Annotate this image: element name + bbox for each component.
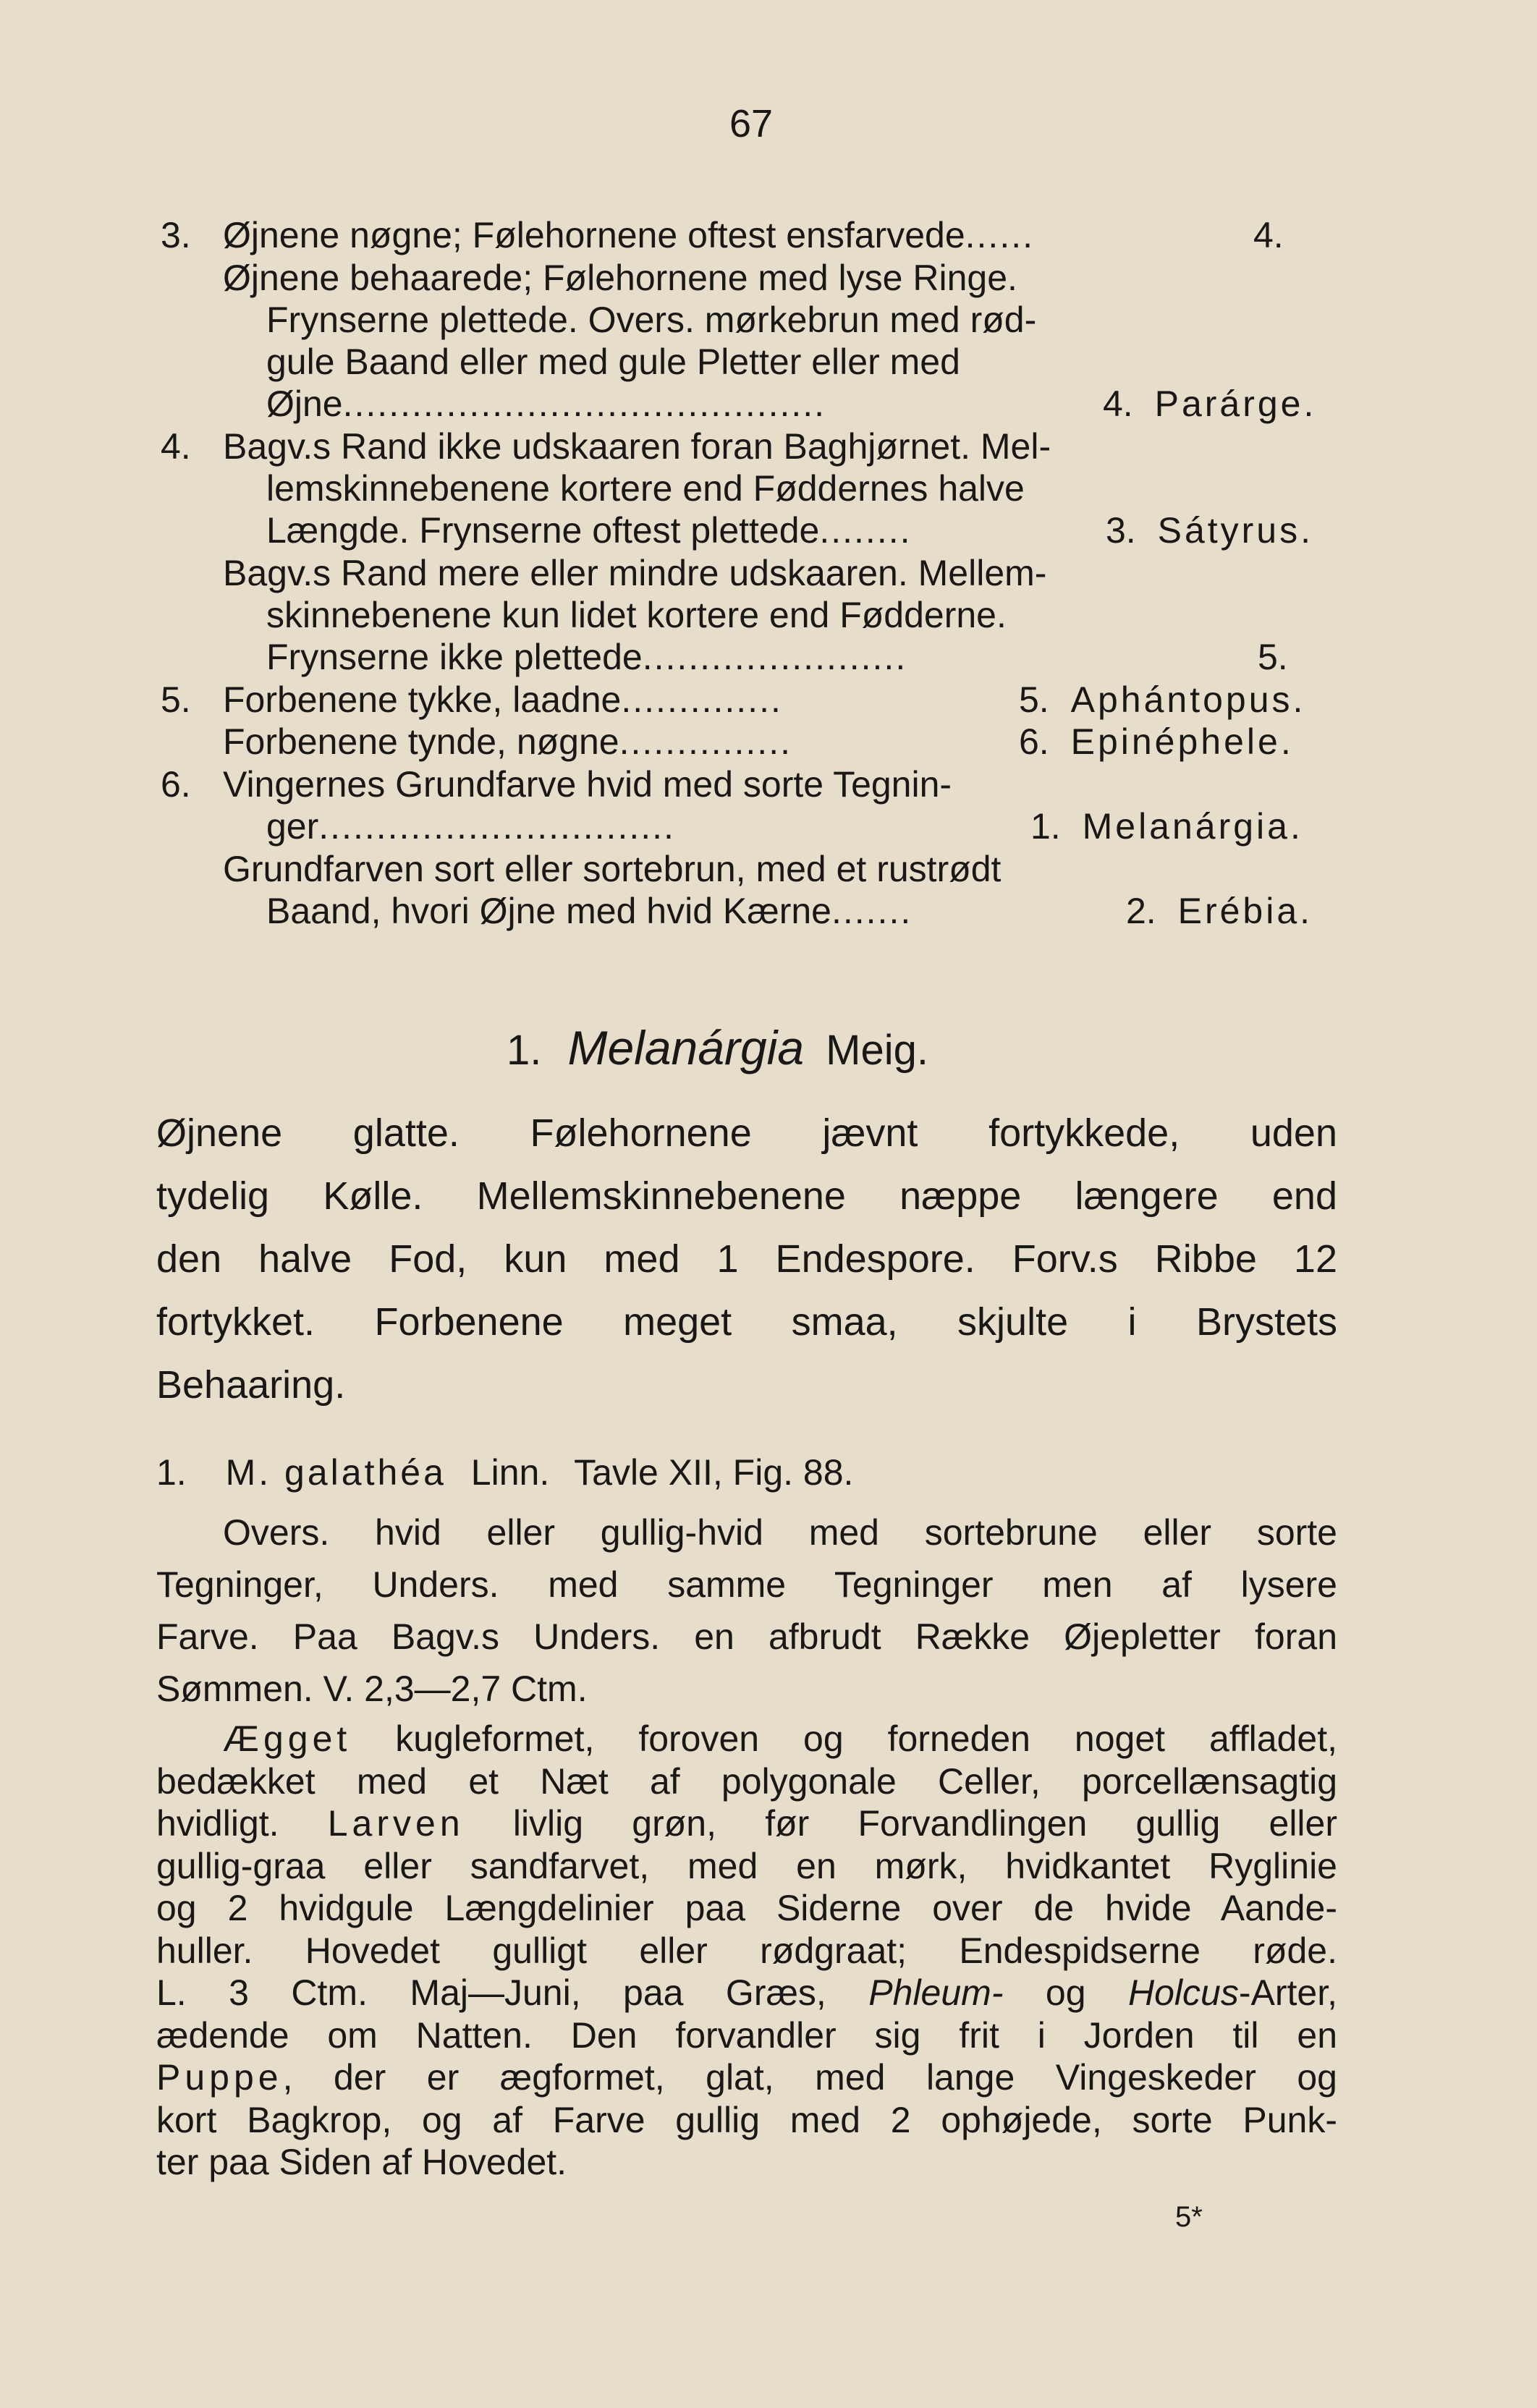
target-number: 1. — [1030, 806, 1061, 847]
genus-desc-line: Behaaring. — [156, 1363, 346, 1407]
bio-line — [156, 2056, 1337, 2099]
bio-line — [156, 1802, 1337, 1845]
genus-desc-line: tydelig Kølle. Mellemskinnebenene næppe længere end — [156, 1174, 1337, 1218]
key-target: 4. — [1253, 215, 1284, 255]
key-couplet-5a — [161, 679, 782, 721]
key-couplet-6b-l2 — [266, 890, 912, 932]
species-desc-line: Overs. hvid eller gullig-hvid med sortebrune eller sorte — [223, 1512, 1337, 1553]
key-target — [1103, 383, 1316, 425]
larva-term: Larven — [327, 1803, 465, 1844]
signature-mark: 5* — [1175, 2201, 1203, 2233]
target-number: 6. — [1019, 721, 1049, 762]
leader-dots: .......................................... — [342, 383, 826, 424]
genus-number: 1. — [507, 1027, 542, 1074]
couplet-number: 5. — [161, 679, 191, 720]
bio-line: ter paa Siden af Hovedet. — [156, 2142, 567, 2182]
couplet-text: Bagv.s Rand ikke udskaaren foran Baghjørnet. Mel- — [223, 426, 1051, 467]
bio-text: hvidligt. — [156, 1803, 328, 1844]
bio-line: ædende om Natten. Den forvandler sig frit i Jorden til en — [156, 2014, 1337, 2056]
key-couplet-4a-l2: lemskinnebenene kortere end Føddernes halve — [266, 468, 1025, 509]
key-target — [1019, 721, 1294, 763]
bio-line: bedækket med et Næt af polygonale Celler, porcellænsagtig — [156, 1760, 1337, 1802]
key-couplet-3b-l1: Øjnene behaarede; Følehornene med lyse Ringe. — [223, 258, 1017, 298]
plant-genus: Phleum- — [868, 1972, 1004, 2013]
key-couplet-3b-l2: Frynserne plettede. Overs. mørkebrun med rød- — [266, 300, 1037, 340]
egg-term: Ægget — [223, 1718, 352, 1759]
couplet-text: Baand, hvori Øjne med hvid Kærne — [266, 891, 831, 931]
leader-dots: .............. — [621, 679, 782, 720]
plant-genus: Holcus — [1128, 1972, 1239, 2013]
genus-desc-line: Øjnene glatte. Følehornene jævnt fortykkede, uden — [156, 1111, 1337, 1155]
species-author: Linn. — [470, 1452, 550, 1493]
couplet-text: ger — [266, 806, 319, 847]
couplet-text: Vingernes Grundfarve hvid med sorte Tegnin- — [223, 764, 952, 805]
key-couplet-4a-l1 — [161, 425, 1051, 467]
target-number: 4. — [1103, 383, 1133, 424]
key-target — [1030, 805, 1303, 847]
key-couplet-3a — [161, 214, 1034, 256]
key-couplet-6a-l1 — [161, 763, 952, 805]
bio-line: huller. Hovedet gulligt eller rødgraat; Endespidserne røde. — [156, 1930, 1337, 1971]
target-genus: Erébia. — [1177, 891, 1313, 931]
leader-dots: ....... — [831, 891, 913, 931]
key-couplet-6a-l2 — [266, 805, 675, 847]
key-target: 5. — [1258, 637, 1288, 677]
key-couplet-5b — [223, 721, 792, 763]
bio-line — [156, 1972, 1337, 2014]
leader-dots: ...... — [965, 215, 1034, 255]
plate-reference: Tavle XII, Fig. 88. — [574, 1452, 854, 1493]
couplet-text: Øjnene nøgne; Følehornene oftest ensfarvede — [223, 215, 965, 255]
bio-text: og — [1003, 1972, 1128, 2013]
species-desc-line: Sømmen. V. 2,3—2,7 Ctm. — [156, 1669, 588, 1709]
couplet-text: Frynserne ikke plettede — [266, 637, 643, 677]
bio-text: -Arter, — [1238, 1972, 1337, 2013]
bio-text: kugleformet, foroven og forneden noget affladet, — [351, 1718, 1337, 1759]
couplet-text: Øjne — [266, 383, 343, 424]
couplet-text: Forbenene tykke, laadne — [223, 679, 622, 720]
biology-paragraph — [156, 1718, 1337, 2184]
target-genus: Epinéphele. — [1070, 721, 1294, 762]
bio-text: L. 3 Ctm. Maj—Juni, paa Græs, — [156, 1972, 869, 2013]
leader-dots: ............................... — [318, 806, 675, 847]
couplet-number: 6. — [161, 764, 191, 805]
couplet-number: 4. — [161, 426, 191, 467]
page-number: 67 — [729, 102, 774, 145]
couplet-number: 3. — [161, 215, 191, 255]
key-target — [1019, 679, 1305, 721]
bio-text: livlig grøn, før Forvandlingen gullig eller — [464, 1803, 1337, 1844]
target-number: 3. — [1106, 510, 1136, 551]
leader-dots: ....................... — [642, 637, 907, 677]
target-genus: Melanárgia. — [1082, 806, 1303, 847]
species-number: 1. — [156, 1452, 187, 1493]
target-genus: Aphántopus. — [1070, 679, 1306, 720]
key-couplet-6b-l1: Grundfarven sort eller sortebrun, med et rustrødt — [223, 849, 1002, 889]
leader-dots: ............... — [619, 721, 792, 762]
couplet-text: Længde. Frynserne oftest plettede — [266, 510, 820, 551]
genus-description — [156, 1102, 1337, 1417]
species-desc-line: Farve. Paa Bagv.s Unders. en afbrudt Række Øjepletter foran — [156, 1616, 1337, 1657]
key-couplet-3b-l4 — [266, 383, 826, 425]
genus-desc-line: fortykket. Forbenene meget smaa, skjulte i Brystets — [156, 1300, 1337, 1344]
key-target — [1126, 890, 1313, 932]
genus-heading — [507, 1020, 928, 1075]
key-target — [1106, 509, 1313, 551]
genus-name: Melanárgia — [567, 1021, 805, 1074]
pupa-term: Puppe — [156, 2057, 283, 2098]
key-couplet-4a-l3 — [266, 509, 912, 551]
species-heading — [156, 1451, 853, 1493]
target-number: 5. — [1019, 679, 1049, 720]
species-name: M. galathéa — [225, 1452, 446, 1493]
genus-desc-line: den halve Fod, kun med 1 Endespore. Forv.s Ribbe 12 — [156, 1237, 1337, 1281]
genus-author: Meig. — [826, 1027, 928, 1074]
target-genus: Sátyrus. — [1157, 510, 1314, 551]
key-couplet-3b-l3: gule Baand eller med gule Pletter eller med — [266, 342, 960, 382]
bio-line — [156, 1718, 1337, 1760]
bio-text: , der er ægformet, glat, med lange Vingeskeder og — [282, 2057, 1337, 2098]
bio-line: kort Bagkrop, og af Farve gullig med 2 ophøjede, sorte Punk- — [156, 2099, 1337, 2140]
key-couplet-4b-l3 — [266, 636, 907, 678]
species-description — [156, 1506, 1337, 1715]
species-desc-line: Tegninger, Unders. med samme Tegninger men af lysere — [156, 1564, 1337, 1605]
couplet-text: Forbenene tynde, nøgne — [223, 721, 619, 762]
bio-line: og 2 hvidgule Længdelinier paa Siderne over de hvide Aande- — [156, 1888, 1337, 1928]
bio-line: gullig-graa eller sandfarvet, med en mørk, hvidkantet Ryglinie — [156, 1845, 1337, 1886]
target-number: 2. — [1126, 891, 1156, 931]
target-genus: Parárge. — [1154, 383, 1317, 424]
leader-dots: ........ — [819, 510, 912, 551]
key-couplet-4b-l2: skinnebenene kun lidet kortere end Fødderne. — [266, 595, 1007, 635]
key-couplet-4b-l1: Bagv.s Rand mere eller mindre udskaaren. Mellem- — [223, 553, 1047, 593]
